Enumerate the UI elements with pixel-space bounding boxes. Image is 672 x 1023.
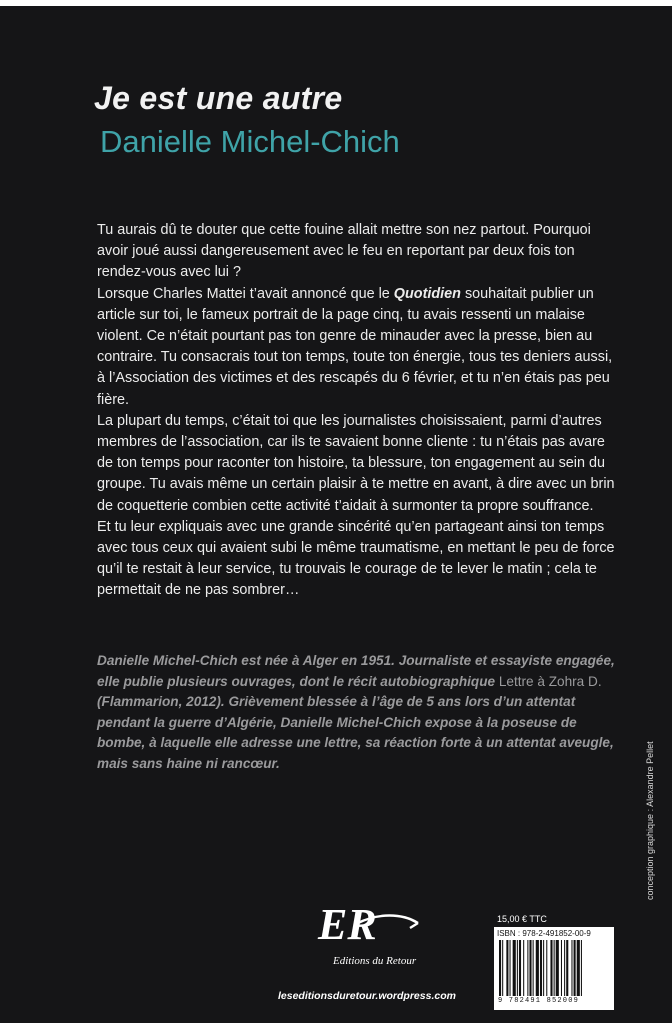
book-author: Danielle Michel-Chich [100,124,400,159]
barcode-bar [510,940,511,996]
barcode-bar [519,940,521,996]
blurb-paragraph-4: Et tu leur expliquais avec une grande sincérité qu’en partageant ainsi ton temps avec tous ceux qui avaient subi le même traumatisme, en mettant le peu de force qu’il te restait à leur service, tu trouvais le courage de te lever le matin ; cela te permettait de ne pas sombrer… [97,518,615,599]
barcode-bar [533,940,534,996]
barcode-bars [497,940,611,996]
barcode-bar [517,940,518,996]
design-credit: conception graphique : Alexandre Pellet [645,741,655,900]
barcode-bar [499,940,501,996]
author-bio [97,651,617,775]
barcode-bar [581,940,582,996]
bio-book-title: Lettre à Zohra D. [498,673,602,689]
publisher-logo-icon [300,893,450,955]
barcode-bar [577,940,580,996]
barcode-bar [540,940,542,996]
barcode-bar [523,940,524,996]
blurb-paragraph-3: La plupart du temps, c’était toi que les journalistes choisissaient, parmi d’autres membres de l’association, car ils te savaient bonne cliente : tu n’étais pas avare de ton temps pour raconter ton histoire, ta blessure, ton engagement au sein du groupe. Tu avais même un certain plaisir à te mettre en avant, à dire avec un brin de coquetterie combien cette activité t’aidait à surmonter ta propre souffrance. [97,412,615,514]
price-label: 15,00 € TTC [497,914,547,924]
barcode-bar [550,940,552,996]
barcode-bar [529,940,531,996]
page-top-edge [0,0,672,6]
barcode-bar [574,940,576,996]
newspaper-name: Quotidien [393,285,461,302]
barcode-bar [571,940,572,996]
barcode-digits: 9 782491 852009 [498,997,580,1005]
barcode-bar [564,940,565,996]
isbn-number: ISBN : 978-2-491852-00-9 [497,929,591,938]
blurb-paragraph-2 [97,284,617,411]
bio-start: Danielle Michel-Chich est née à Alger en 1951. Journaliste et essayiste engagée, elle publie plusieurs ouvrages, dont le récit autobiographique [97,653,615,689]
barcode-bar [506,940,508,996]
publisher-name: Editions du Retour [333,955,417,967]
barcode-bar [566,940,568,996]
barcode-bar [502,940,503,996]
isbn-barcode [494,927,614,1010]
barcode-bar [556,940,559,996]
blurb-p2-end: souhaitait publier un article sur toi, le fameux portrait de la page cinq, tu avais ressenti un malaise violent. Ce n’était pourtant pas ton genre de minauder avec la presse, bien au contraire. Tu consacrais tout ton temps, toute ton énergie, tous tes deniers aussi, à l’Association des victimes et des rescapés du 6 février, et tu n’en étais pas peu fière. [97,285,613,408]
blurb-text [97,220,617,602]
barcode-bar [546,940,547,996]
barcode-bar [561,940,562,996]
blurb-p2-start: Lorsque Charles Mattei t’avait annoncé que le [97,285,394,302]
barcode-bar [513,940,516,996]
barcode-bar [536,940,539,996]
book-title: Je est une autre [94,80,343,116]
barcode-bar [554,940,555,996]
bio-end: (Flammarion, 2012). Grièvement blessée à l’âge de 5 ans lors d’un attentat pendant la guerre d’Algérie, Danielle Michel-Chich expose à la poseuse de bombe, à laquelle elle adresse une lettre, sa réaction forte à un attentat aveugle, mais sans haine ni rancœur. [97,694,614,771]
barcode-bar [527,940,528,996]
publisher-website: leseditionsduretour.wordpress.com [278,990,456,1002]
barcode-bar [543,940,544,996]
logo-letters: ER [318,900,377,949]
blurb-paragraph-1: Tu aurais dû te douter que cette fouine allait mettre son nez partout. Pourquoi avoir joué aussi dangereusement avec le feu en reportant par deux fois ton rendez-vous avec lui ? [97,222,591,281]
publisher-logo [300,893,450,973]
